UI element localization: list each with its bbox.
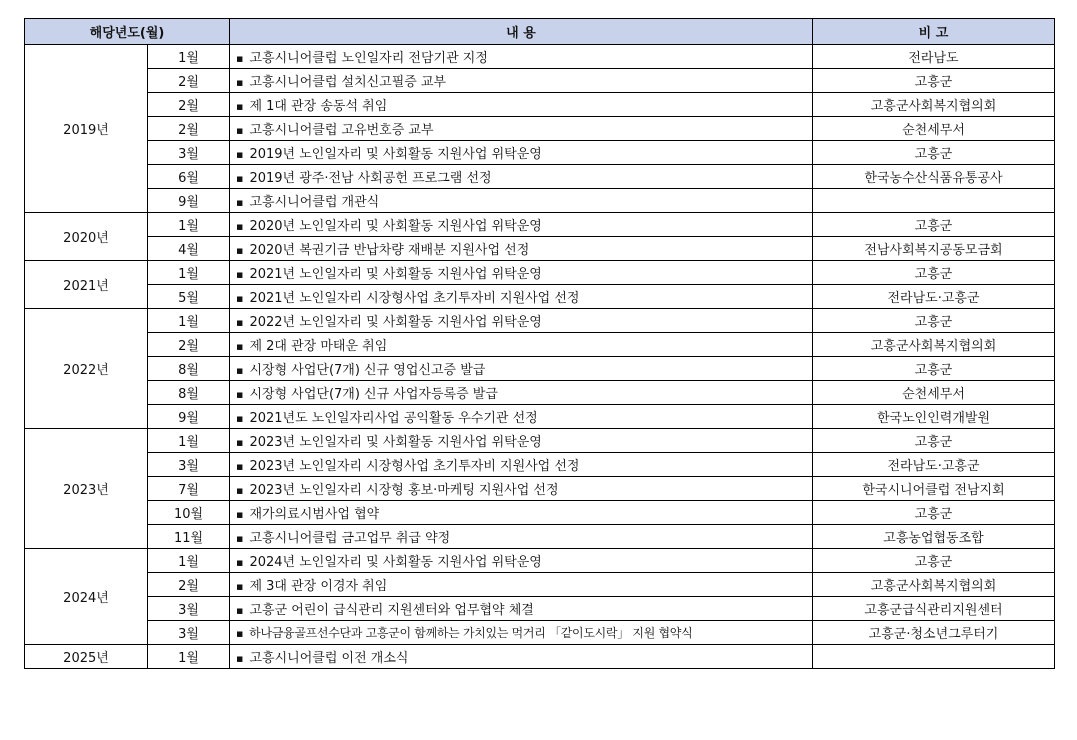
content-cell [230,165,813,189]
content-cell [230,237,813,261]
note-cell: 한국농수산식품유통공사 [813,165,1055,189]
content-cell [230,69,813,93]
content-cell [230,93,813,117]
bullet-icon: ▪ [236,556,244,569]
table-row [25,405,1055,429]
table-row [25,117,1055,141]
content-cell [230,285,813,309]
month-cell: 9월 [148,405,230,429]
note-cell: 고흥군 [813,69,1055,93]
note-cell: 전남사회복지공동모금회 [813,237,1055,261]
content-cell [230,45,813,69]
header-year-month: 해당년도(월) [25,19,230,45]
content-text: 하나금융골프선수단과 고흥군이 함께하는 가치있는 먹거리 「같이도시락」 지원 협약식 [249,626,693,640]
bullet-icon: ▪ [236,580,244,593]
header-row [25,19,1055,45]
table-row [25,621,1055,645]
note-cell: 고흥군·청소년그루터기 [813,621,1055,645]
content-text: 제 3대 관장 이경자 취임 [249,579,388,594]
table-row [25,525,1055,549]
table-row [25,645,1055,669]
table-row [25,549,1055,573]
content-cell [230,597,813,621]
content-text: 2019년 노인일자리 및 사회활동 지원사업 위탁운영 [249,147,542,162]
note-cell: 고흥군사회복지협의회 [813,573,1055,597]
content-text: 2022년 노인일자리 및 사회활동 지원사업 위탁운영 [249,315,542,330]
note-cell: 고흥군급식관리지원센터 [813,597,1055,621]
month-cell: 3월 [148,453,230,477]
content-text: 제 2대 관장 마태운 취임 [249,339,388,354]
month-cell: 1월 [148,429,230,453]
content-text: 2020년 복권기금 반납차량 재배분 지원사업 선정 [249,243,530,258]
month-cell: 2월 [148,573,230,597]
year-cell: 2019년 [25,45,148,213]
note-cell: 고흥군 [813,309,1055,333]
note-cell: 고흥농업협동조합 [813,525,1055,549]
bullet-icon: ▪ [236,100,244,113]
bullet-icon: ▪ [236,316,244,329]
note-cell: 전라남도·고흥군 [813,453,1055,477]
year-cell: 2023년 [25,429,148,549]
month-cell: 11월 [148,525,230,549]
content-cell [230,141,813,165]
month-cell: 2월 [148,69,230,93]
note-cell: 순천세무서 [813,117,1055,141]
note-cell: 고흥군 [813,429,1055,453]
content-text: 고흥군 어린이 급식관리 지원센터와 업무협약 체결 [249,603,534,618]
table-body [25,45,1055,669]
bullet-icon: ▪ [236,460,244,473]
month-cell: 8월 [148,381,230,405]
content-text: 2021년도 노인일자리사업 공익활동 우수기관 선정 [249,411,538,426]
bullet-icon: ▪ [236,76,244,89]
note-cell [813,189,1055,213]
content-text: 2020년 노인일자리 및 사회활동 지원사업 위탁운영 [249,219,542,234]
month-cell: 2월 [148,117,230,141]
bullet-icon: ▪ [236,604,244,617]
bullet-icon: ▪ [236,220,244,233]
bullet-icon: ▪ [236,340,244,353]
month-cell: 1월 [148,261,230,285]
content-cell [230,453,813,477]
header-content: 내 용 [230,19,813,45]
content-cell [230,477,813,501]
content-cell [230,405,813,429]
bullet-icon: ▪ [236,244,244,257]
table-row [25,189,1055,213]
note-cell: 고흥군 [813,141,1055,165]
table-row [25,477,1055,501]
content-text: 2023년 노인일자리 시장형사업 초기투자비 지원사업 선정 [249,459,580,474]
content-cell [230,213,813,237]
note-cell: 고흥군 [813,357,1055,381]
table-row [25,309,1055,333]
month-cell: 1월 [148,45,230,69]
content-text: 2021년 노인일자리 및 사회활동 지원사업 위탁운영 [249,267,542,282]
note-cell: 한국시니어클럽 전남지회 [813,477,1055,501]
year-cell: 2020년 [25,213,148,261]
bullet-icon: ▪ [236,124,244,137]
content-text: 2024년 노인일자리 및 사회활동 지원사업 위탁운영 [249,555,542,570]
year-cell: 2024년 [25,549,148,645]
month-cell: 3월 [148,597,230,621]
month-cell: 4월 [148,237,230,261]
table-row [25,381,1055,405]
bullet-icon: ▪ [236,172,244,185]
bullet-icon: ▪ [236,412,244,425]
bullet-icon: ▪ [236,148,244,161]
note-cell: 순천세무서 [813,381,1055,405]
bullet-icon: ▪ [236,532,244,545]
content-text: 고흥시니어클럽 설치신고필증 교부 [249,75,447,90]
content-text: 2023년 노인일자리 시장형 홍보·마케팅 지원사업 선정 [249,483,559,498]
note-cell: 고흥군 [813,261,1055,285]
content-text: 고흥시니어클럽 개관식 [249,195,380,210]
table-row [25,285,1055,309]
table-row [25,165,1055,189]
month-cell: 8월 [148,357,230,381]
bullet-icon: ▪ [236,196,244,209]
bullet-icon: ▪ [236,627,244,640]
bullet-icon: ▪ [236,508,244,521]
bullet-icon: ▪ [236,484,244,497]
note-cell: 고흥군사회복지협의회 [813,93,1055,117]
table-row [25,573,1055,597]
table-row [25,141,1055,165]
note-cell: 한국노인인력개발원 [813,405,1055,429]
table-row [25,357,1055,381]
content-cell [230,573,813,597]
year-cell: 2021년 [25,261,148,309]
month-cell: 3월 [148,621,230,645]
month-cell: 1월 [148,309,230,333]
month-cell: 10월 [148,501,230,525]
note-cell: 전라남도 [813,45,1055,69]
content-cell [230,117,813,141]
month-cell: 2월 [148,333,230,357]
month-cell: 3월 [148,141,230,165]
content-text: 제 1대 관장 송동석 취임 [249,99,388,114]
month-cell: 9월 [148,189,230,213]
content-cell [230,429,813,453]
bullet-icon: ▪ [236,268,244,281]
content-cell [230,525,813,549]
table-row [25,501,1055,525]
note-cell: 전라남도·고흥군 [813,285,1055,309]
month-cell: 1월 [148,549,230,573]
history-table [24,18,1055,669]
table-row [25,333,1055,357]
bullet-icon: ▪ [236,292,244,305]
content-cell [230,357,813,381]
content-cell [230,645,813,669]
content-text: 2019년 광주·전남 사회공헌 프로그램 선정 [249,171,492,186]
month-cell: 1월 [148,213,230,237]
bullet-icon: ▪ [236,388,244,401]
bullet-icon: ▪ [236,436,244,449]
content-cell [230,261,813,285]
note-cell: 고흥군 [813,549,1055,573]
bullet-icon: ▪ [236,364,244,377]
content-text: 고흥시니어클럽 노인일자리 전담기관 지정 [249,51,488,66]
year-cell: 2022년 [25,309,148,429]
table-row [25,597,1055,621]
table-row [25,93,1055,117]
table-row [25,45,1055,69]
month-cell: 5월 [148,285,230,309]
content-cell [230,501,813,525]
content-text: 재가의료시범사업 협약 [249,507,380,522]
bullet-icon: ▪ [236,652,244,665]
month-cell: 7월 [148,477,230,501]
note-cell [813,645,1055,669]
content-cell [230,621,813,645]
content-cell [230,309,813,333]
table-row [25,429,1055,453]
table-row [25,261,1055,285]
content-text: 2021년 노인일자리 시장형사업 초기투자비 지원사업 선정 [249,291,580,306]
note-cell: 고흥군 [813,501,1055,525]
table-row [25,213,1055,237]
bullet-icon: ▪ [236,52,244,65]
table-row [25,69,1055,93]
header-note: 비 고 [813,19,1055,45]
month-cell: 2월 [148,93,230,117]
content-text: 고흥시니어클럽 이전 개소식 [249,651,409,666]
content-text: 시장형 사업단(7개) 신규 영업신고증 발급 [249,363,486,378]
content-text: 2023년 노인일자리 및 사회활동 지원사업 위탁운영 [249,435,542,450]
content-text: 고흥시니어클럽 금고업무 취급 약정 [249,531,451,546]
content-cell [230,549,813,573]
note-cell: 고흥군사회복지협의회 [813,333,1055,357]
content-cell [230,381,813,405]
content-text: 시장형 사업단(7개) 신규 사업자등록증 발급 [249,387,498,402]
month-cell: 6월 [148,165,230,189]
table-row [25,237,1055,261]
year-cell: 2025년 [25,645,148,669]
content-text: 고흥시니어클럽 고유번호증 교부 [249,123,434,138]
note-cell: 고흥군 [813,213,1055,237]
month-cell: 1월 [148,645,230,669]
content-cell [230,189,813,213]
table-row [25,453,1055,477]
content-cell [230,333,813,357]
